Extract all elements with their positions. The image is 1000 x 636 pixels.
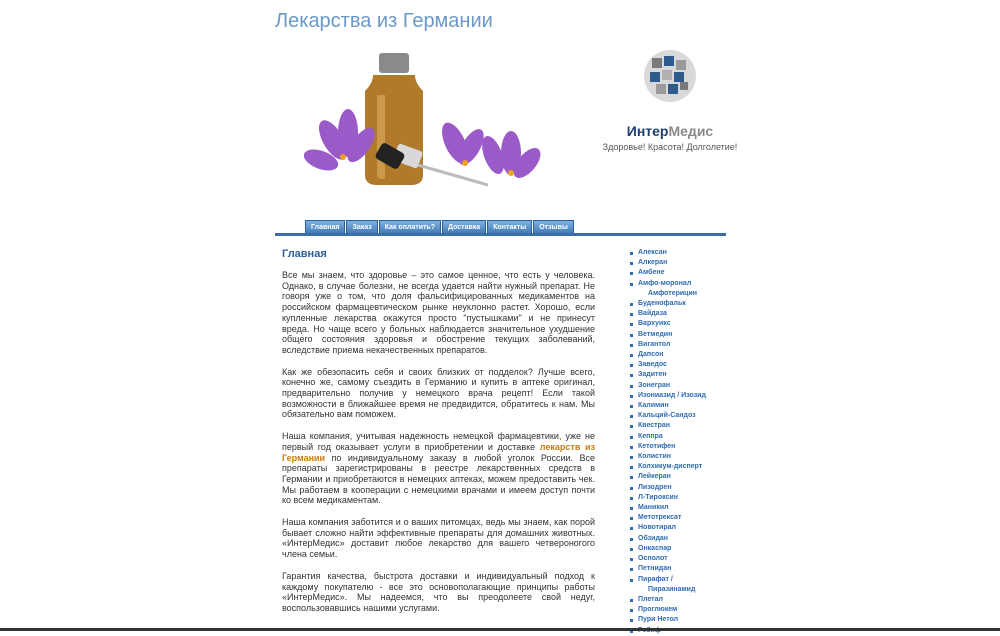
logo[interactable] <box>585 48 755 152</box>
site-title: Лекарства из Германии <box>275 10 493 32</box>
logo-name <box>585 123 755 139</box>
paragraph-4: Наша компания заботится и о ваших питомцах, ведь мы знаем, как порой бывает сложно найти эффективные препараты для домашних животных. «ИнтерМедис» доставит любое лекарство для вашего четвероногого члена семьи. <box>282 517 595 560</box>
sidebar-item[interactable]: Кетотифен <box>628 442 728 452</box>
hero-image-drawing <box>293 35 548 205</box>
hero-image <box>293 35 548 205</box>
logo-name-light: Медис <box>668 123 714 139</box>
main-content <box>282 248 595 625</box>
sidebar-item[interactable]: Новотирал <box>628 523 728 533</box>
sidebar-item[interactable]: Колхикум-дисперт <box>628 462 728 472</box>
paragraph-3-end: по индивидуальному заказу в любой уголок России. Все препараты зарегистрированы в реестре лекарственных средств в Германии и приобретаются в немецких аптеках, можем предоставить чек. Мы работаем в кооперации с немецкими врачами и имеем доступ почти ко всем медикаментам. <box>282 452 595 506</box>
sidebar-item[interactable]: Л-Тироксин <box>628 493 728 503</box>
sidebar-item[interactable]: Вархуикс <box>628 319 728 329</box>
sidebar-item[interactable]: Кальций-Сандоз <box>628 411 728 421</box>
sidebar-item[interactable]: Метотрексат <box>628 513 728 523</box>
sidebar-item[interactable]: Заведос <box>628 360 728 370</box>
sidebar-item[interactable]: Амфотерицин <box>648 289 698 297</box>
paragraph-3 <box>282 431 595 506</box>
sidebar-item[interactable]: Плетал <box>628 595 728 605</box>
sidebar-item[interactable]: Квестран <box>628 421 728 431</box>
sidebar-item[interactable]: Амфо-моронал <box>628 279 728 289</box>
sidebar-item[interactable]: Задитен <box>628 370 728 380</box>
logo-tagline: Здоровье! Красота! Долголетие! <box>602 142 738 152</box>
nav-item-reviews[interactable]: Отзывы <box>533 220 574 235</box>
sidebar-item[interactable]: Пирафат / <box>628 575 728 585</box>
sidebar-item[interactable]: Алексан <box>628 248 728 258</box>
sidebar-item[interactable]: Буденофальк <box>628 299 728 309</box>
nav-item-home[interactable]: Главная <box>305 220 345 235</box>
sidebar-item[interactable]: Лизодрен <box>628 483 728 493</box>
paragraph-1: Все мы знаем, что здоровье – это самое ценное, что есть у человека. Однако, в случае болезни, не всегда удается найти нужный препарат. Не говоря уже о том, что доля фальсифицированных медикаментов на российском фармацевтическом рынке неуклонно растет. Хорошо, если купленные лекарства окажутся просто "пустышками" и не принесут вреда. Но чаще всего у больных наблюдается значительное ухудшение общего состояния здоровья и обострение текущих заболеваний, вследствие приема некачественных препаратов. <box>282 270 595 355</box>
globe-logo-icon <box>642 48 698 104</box>
paragraph-3-start: Наша компания, учитывая надежность немецкой фармацевтики, уже не первый год оказывает услуги в приобретении и доставке <box>282 431 595 452</box>
sidebar-item[interactable]: Вигантол <box>628 340 728 350</box>
sidebar-item[interactable]: Лейкеран <box>628 472 728 482</box>
sidebar-item[interactable]: Пиразинамид <box>648 585 696 593</box>
sidebar-item[interactable]: Вайдаза <box>628 309 728 319</box>
sidebar-item[interactable]: Ветмедин <box>628 330 728 340</box>
nav-item-payment[interactable]: Как оплатить? <box>379 220 441 235</box>
paragraph-5: Гарантия качества, быстрота доставки и индивидуальный подход к каждому покупателю - все это основополагающие принципы работы «ИнтерМедис». Мы надеемся, что вы преодолеете свой недуг, воспользовавшись нашими услугами. <box>282 570 595 613</box>
sidebar-item[interactable]: Обзидан <box>628 534 728 544</box>
sidebar-item[interactable]: Онкаспар <box>628 544 728 554</box>
sidebar-item[interactable]: Проглюкем <box>628 605 728 615</box>
sidebar-item[interactable]: Дапсон <box>628 350 728 360</box>
sidebar-item[interactable]: Изониазид / Изозид <box>628 391 728 401</box>
medicine-sidebar <box>628 248 728 636</box>
sidebar-item[interactable]: Осполот <box>628 554 728 564</box>
germany-medicines-link[interactable]: лекарств из Германии <box>282 441 595 463</box>
sidebar-item[interactable]: Петнидан <box>628 564 728 574</box>
logo-name-bold: Интер <box>626 123 669 139</box>
sidebar-item[interactable]: Алкеран <box>628 258 728 268</box>
sidebar-item[interactable]: Амбене <box>628 268 728 278</box>
nav-item-delivery[interactable]: Доставка <box>442 220 486 235</box>
sidebar-item[interactable]: Пури Нетол <box>628 615 728 625</box>
sidebar-item[interactable]: Кеппра <box>628 432 728 442</box>
sidebar-item[interactable]: Зонегран <box>628 381 728 391</box>
nav-item-order[interactable]: Заказ <box>346 220 377 235</box>
sidebar-item[interactable]: Маникил <box>628 503 728 513</box>
nav-divider <box>275 233 726 236</box>
page-heading: Главная <box>282 248 327 260</box>
nav-item-contacts[interactable]: Контакты <box>487 220 532 235</box>
paragraph-2: Как же обезопасить себя и своих близких от подделок? Лучше всего, конечно же, самому съездить в Германию и купить в аптеке оригинал, предварительно получив у немецкого врача рецепт! Если такой возможности в ближайшее время не предвидится, обратитесь к нам. Мы обязательно вам поможем. <box>282 366 595 420</box>
sidebar-item[interactable]: Колистин <box>628 452 728 462</box>
sidebar-item[interactable]: Калимин <box>628 401 728 411</box>
